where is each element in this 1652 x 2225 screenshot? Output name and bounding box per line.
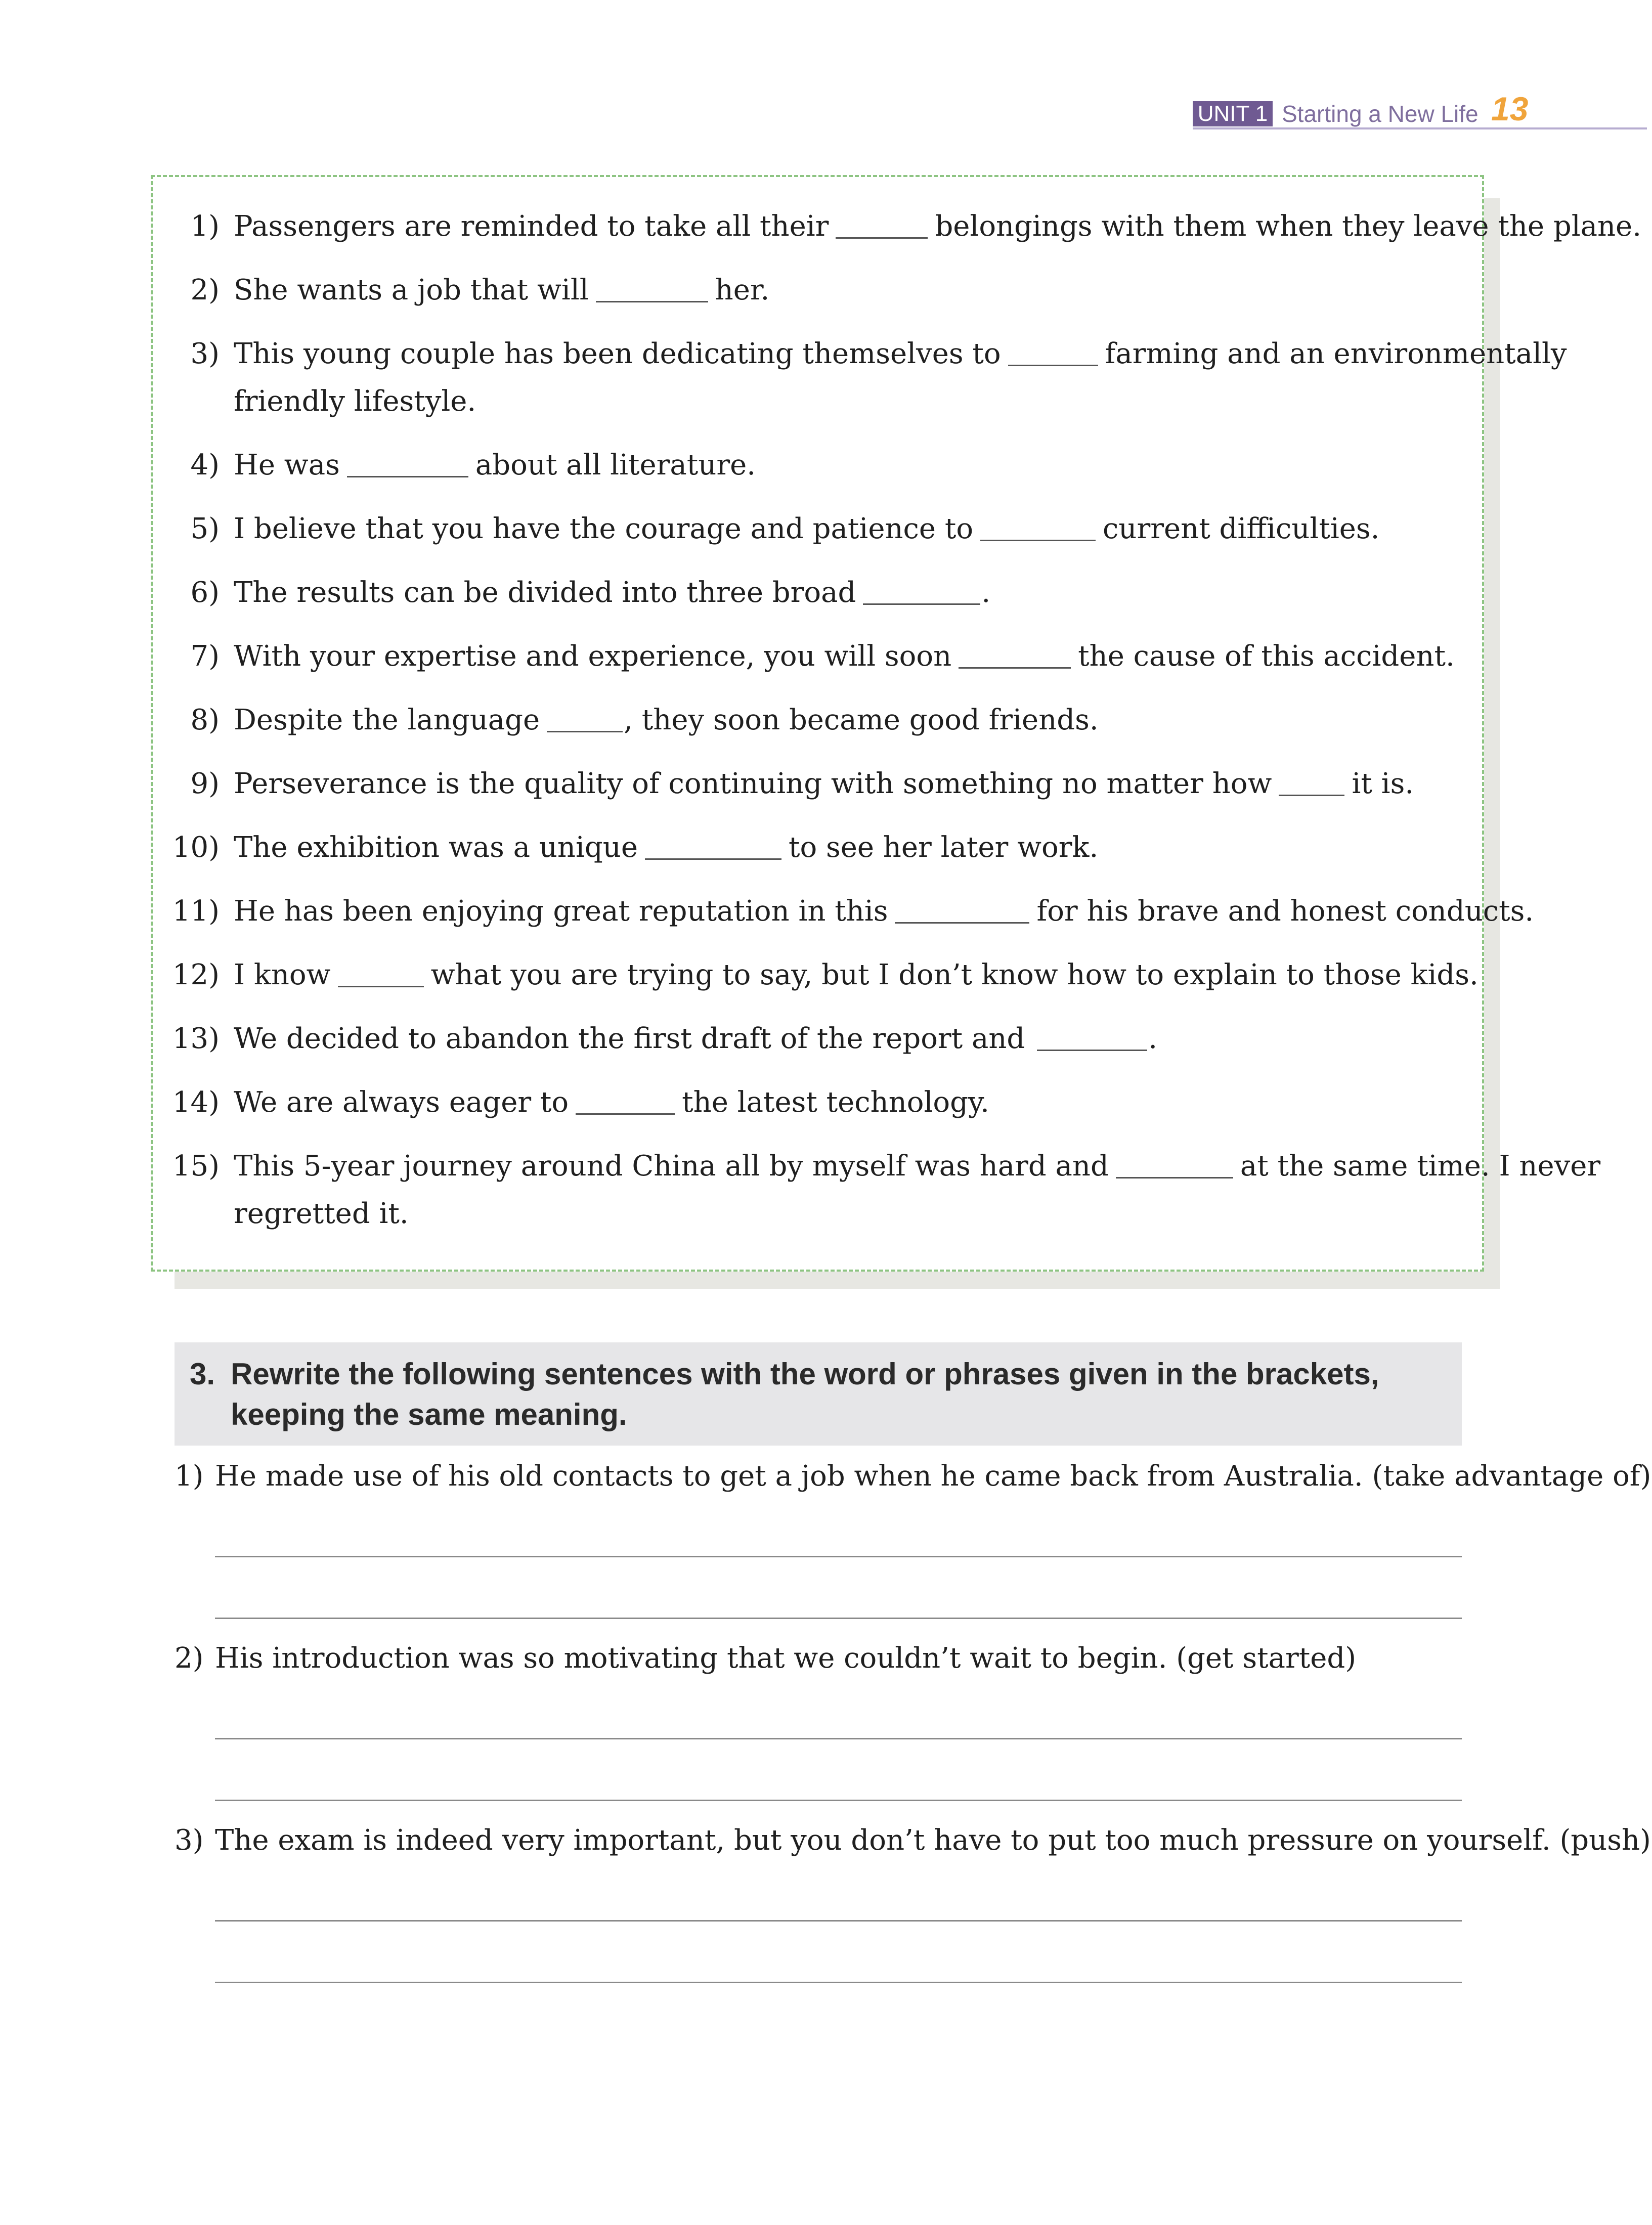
item-number: 8) xyxy=(190,704,220,736)
exercise-box xyxy=(151,175,1641,1272)
answer-blank[interactable] xyxy=(576,1091,675,1115)
item-text: The exhibition was a unique xyxy=(234,831,638,864)
item-text: His introduction was so motivating that we couldn’t wait to begin. (get started) xyxy=(215,1642,1357,1675)
item-text: . xyxy=(981,576,991,609)
item-text: , they soon became good friends. xyxy=(624,704,1099,736)
item-number: 3) xyxy=(190,337,220,370)
item-text: current difficulties. xyxy=(1103,512,1380,545)
item-number: 7) xyxy=(190,640,220,673)
section-number: 3. xyxy=(190,1357,215,1391)
item-text: farming and an environmentally xyxy=(1105,337,1567,370)
item-text: The results can be divided into three broad xyxy=(234,576,856,609)
item-text: With your expertise and experience, you will soon xyxy=(234,640,952,673)
item-text: We are always eager to xyxy=(234,1086,569,1119)
answer-blank[interactable] xyxy=(1279,772,1344,796)
answer-blank[interactable] xyxy=(895,900,1029,924)
item-text: the latest technology. xyxy=(682,1086,989,1119)
item-text: . xyxy=(1148,1022,1158,1055)
item-continuation: regretted it. xyxy=(234,1197,409,1230)
item-text: at the same time. I never xyxy=(1240,1150,1601,1183)
item-text: He was xyxy=(234,449,340,482)
item-continuation: friendly lifestyle. xyxy=(234,385,476,418)
item-text: I know xyxy=(234,958,331,991)
item-number: 6) xyxy=(190,576,220,609)
rewrite-item xyxy=(175,1642,1356,1675)
item-number: 1) xyxy=(190,210,220,243)
rewrite-item xyxy=(175,1824,1651,1857)
answer-blank[interactable] xyxy=(980,517,1096,541)
item-text: Perseverance is the quality of continuing with something no matter how xyxy=(234,767,1272,800)
item-text: about all literature. xyxy=(475,449,756,482)
answer-blank[interactable] xyxy=(596,279,708,302)
item-number: 1) xyxy=(175,1460,204,1493)
item-text: We decided to abandon the first draft of the report and xyxy=(234,1022,1025,1055)
answer-blank[interactable] xyxy=(338,964,424,987)
item-text: belongings with them when they leave the plane. xyxy=(935,210,1641,243)
page-number: 13 xyxy=(1491,90,1529,127)
rewrite-item xyxy=(175,1460,1651,1493)
unit-badge: UNIT 1 xyxy=(1193,101,1273,126)
answer-line[interactable] xyxy=(215,1920,1462,1922)
section-instruction-line1: Rewrite the following sentences with the word or phrases given in the brackets, xyxy=(231,1357,1379,1391)
item-text: the cause of this accident. xyxy=(1078,640,1455,673)
item-text: He has been enjoying great reputation in this xyxy=(234,895,888,928)
item-text: The exam is indeed very important, but you don’t have to put too much pressure on yourself. (push) xyxy=(215,1824,1651,1857)
item-text: Passengers are reminded to take all their xyxy=(234,210,829,243)
item-text: what you are trying to say, but I don’t know how to explain to those kids. xyxy=(430,958,1479,991)
item-text: He made use of his old contacts to get a job when he came back from Australia. (take advantage of) xyxy=(215,1460,1651,1493)
answer-blank[interactable] xyxy=(347,454,468,477)
answer-blank[interactable] xyxy=(1037,1027,1147,1051)
item-number: 2) xyxy=(190,274,220,307)
answer-line[interactable] xyxy=(215,1618,1462,1619)
answer-blank[interactable] xyxy=(1116,1155,1233,1179)
header-rule xyxy=(1193,127,1647,129)
item-text: This young couple has been dedicating themselves to xyxy=(234,337,1001,370)
answer-line[interactable] xyxy=(215,1738,1462,1739)
item-number: 15) xyxy=(172,1150,220,1183)
item-text: it is. xyxy=(1352,767,1414,800)
item-number: 3) xyxy=(175,1824,204,1857)
answer-blank[interactable] xyxy=(863,581,980,605)
item-text: She wants a job that will xyxy=(234,274,589,307)
answer-blank[interactable] xyxy=(836,215,928,239)
answer-line[interactable] xyxy=(215,1556,1462,1557)
item-text: Despite the language xyxy=(234,704,540,736)
section-instruction-line2: keeping the same meaning. xyxy=(231,1398,627,1431)
item-number: 12) xyxy=(172,958,220,991)
item-number: 4) xyxy=(190,449,220,482)
page-header xyxy=(1193,91,1652,132)
item-text: for his brave and honest conducts. xyxy=(1036,895,1534,928)
answer-line[interactable] xyxy=(215,1800,1462,1801)
section-3-heading xyxy=(175,1342,1462,1446)
answer-blank[interactable] xyxy=(1008,342,1098,366)
item-text: I believe that you have the courage and patience to xyxy=(234,512,974,545)
item-text: This 5-year journey around China all by myself was hard and xyxy=(234,1150,1109,1183)
item-number: 13) xyxy=(172,1022,220,1055)
answer-blank[interactable] xyxy=(645,836,781,860)
unit-title: Starting a New Life xyxy=(1282,101,1479,127)
item-number: 9) xyxy=(190,767,220,800)
item-number: 2) xyxy=(175,1642,204,1675)
item-number: 14) xyxy=(172,1086,220,1119)
item-text: to see her later work. xyxy=(788,831,1099,864)
item-number: 5) xyxy=(190,512,220,545)
answer-blank[interactable] xyxy=(547,709,623,732)
item-number: 10) xyxy=(172,831,220,864)
item-text: her. xyxy=(715,274,770,307)
answer-line[interactable] xyxy=(215,1982,1462,1983)
answer-blank[interactable] xyxy=(959,645,1071,669)
item-number: 11) xyxy=(172,895,220,928)
